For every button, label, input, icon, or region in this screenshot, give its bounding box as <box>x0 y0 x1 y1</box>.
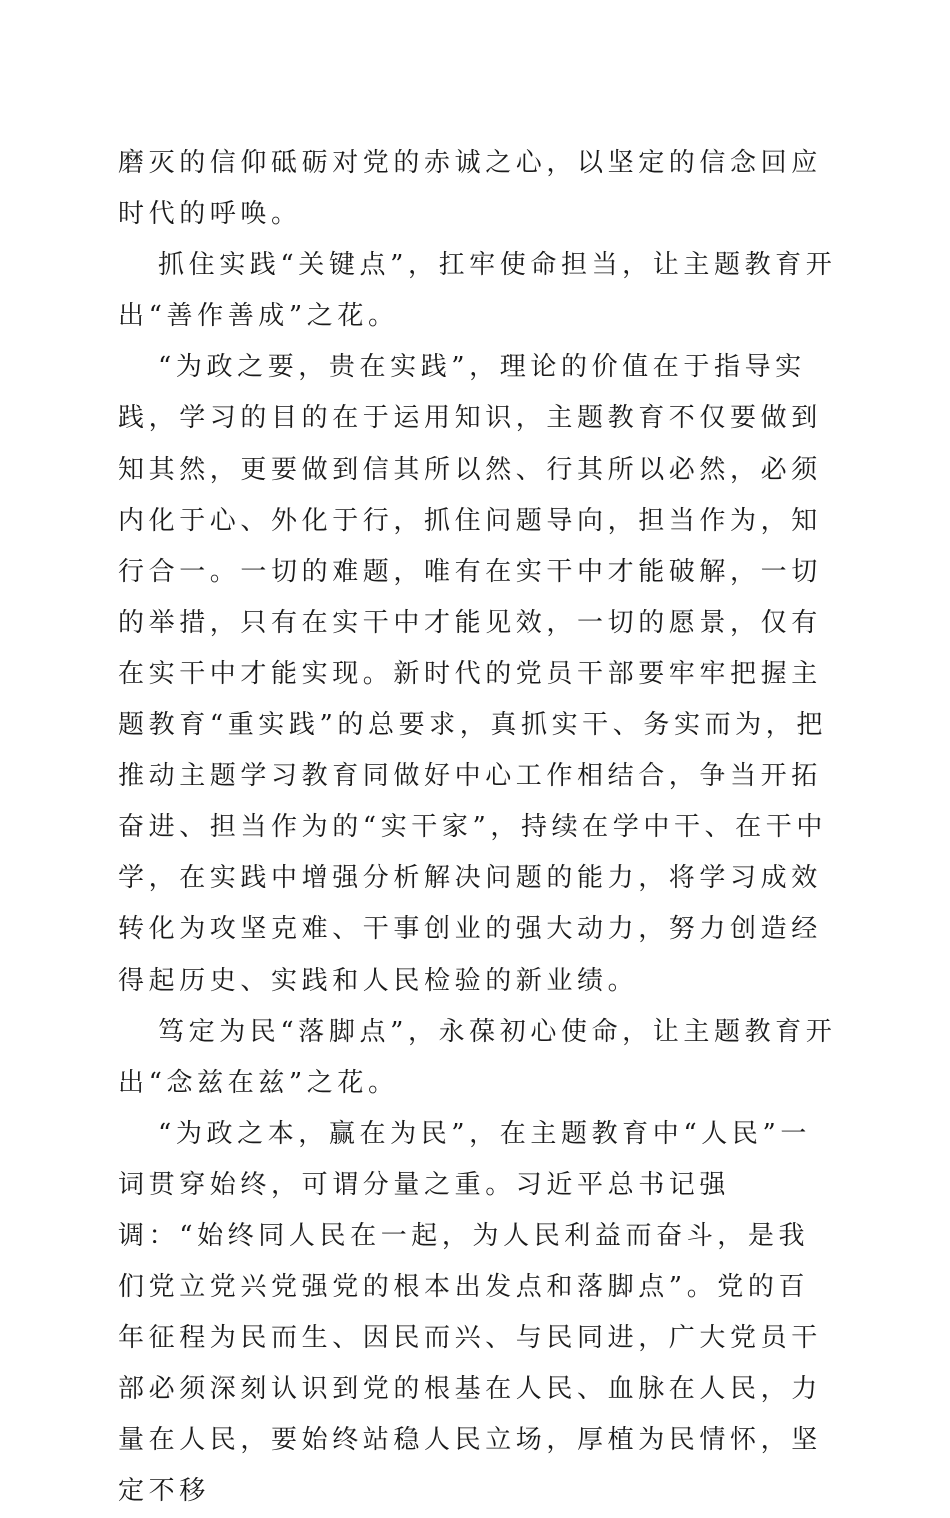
section-heading-practice: 抓住实践“关键点”，扛牢使命担当，让主题教育开出“善作善成”之花。 <box>118 250 837 332</box>
paragraph-practice: “为政之要，贵在实践”，理论的价值在于指导实践，学习的目的在于运用知识，主题教育不仅要做到知其然，更要做到信其所以然、行其所以必然，必须内化于心、外化于行，抓住问题导向，担当作为，知行合一。一切的难题，唯有在实干中才能破解，一切的举措，只有在实干中才能见效，一切的愿景，仅有在实干中才能实现。新时代的党员干部要牢牢把握主题教育“重实践”的总要求，真抓实干、务实而为，把推动主题学习教育同做好中心工作相结合，争当开拓奋进、担当作为的“实干家”，持续在学中干、在干中学，在实践中增强分析解决问题的能力，将学习成效转化为攻坚克难、干事创业的强大动力，努力创造经得起历史、实践和人民检验的新业绩。 <box>118 352 827 996</box>
document-body <box>118 138 838 1518</box>
paragraph-people: “为政之本，赢在为民”，在主题教育中“人民”一词贯穿始终，可谓分量之重。习近平总书记强调：“始终同人民在一起，为人民利益而奋斗，是我们党立党兴党强党的根本出发点和落脚点”。党的百年征程为民而生、因民而兴、与民同进，广大党员干部必须深刻认识到党的根基在人民、血脉在人民，力量在人民，要始终站稳人民立场，厚植为民情怀，坚定不移 <box>118 1118 822 1507</box>
section-heading-people: 笃定为民“落脚点”，永葆初心使命，让主题教育开出“念兹在兹”之花。 <box>118 1016 837 1098</box>
paragraph-continuation: 磨灭的信仰砥砺对党的赤诚之心，以坚定的信念回应时代的呼唤。 <box>118 148 822 230</box>
